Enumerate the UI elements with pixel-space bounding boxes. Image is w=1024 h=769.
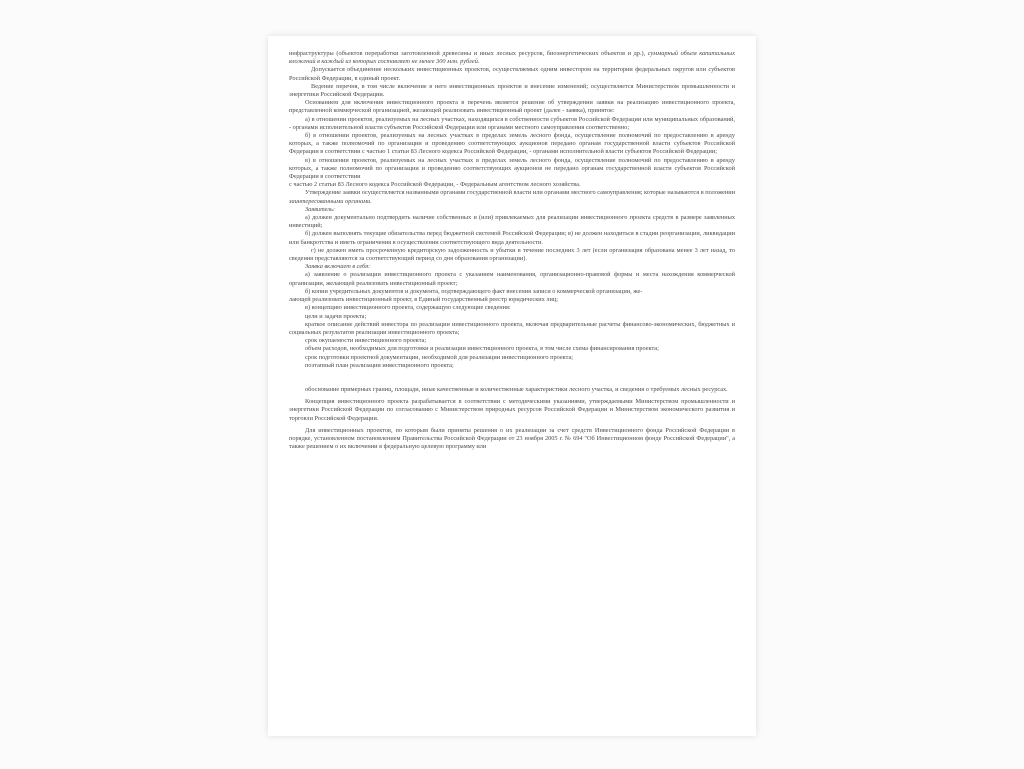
- paragraph: Утверждение заявки осуществляется названными органами государственной власти или органами местного самоуправления; которые называются в положении заинтересованными органами.: [289, 189, 735, 205]
- spacer: [289, 370, 735, 386]
- paragraph: в) в отношении проектов, реализуемых на лесных участках в пределах земель лесного фонда, осуществление полномочий по предоставлению в аренду которых, а также полномочий по организации и проведению соответствующих аукционов не передано органам государственной власти субъектов Российской Федерации в соответствии: [289, 156, 735, 181]
- paragraph: поэтапный план реализации инвестиционного проекта;: [305, 361, 454, 369]
- paragraph: Заявитель:: [305, 205, 335, 213]
- paragraph: срок подготовки проектной документации, необходимой для реализации инвестиционного проекта;: [305, 353, 574, 361]
- paragraph: Ведение перечня, в том числе включение в него инвестиционных проектов и внесение изменений; осуществляется Министерством промышленности и энергетики Российской Федерации.: [289, 82, 735, 99]
- paragraph: а) в отношении проектов, реализуемых на лесных участках, находящихся в собственности субъектов Российской Федерации или муниципальных образований, - органами исполнительной власти субъектов Российской Федерации или органами местного самоуправления соответственно;: [289, 115, 735, 131]
- paragraph: а) заявление о реализации инвестиционного проекта с указанием наименования, организационно-правовой формы и места нахождения коммерческой организации, желающей реализовать инвестиционный проект;: [289, 271, 735, 287]
- paragraph: б) в отношении проектов, реализуемых на лесных участках в пределах земель лесного фонда, осуществление полномочий по предоставлению в аренду которых, а также полномочий по организации и проведению соответствующих аукционов передано органам государственной власти субъектов Российской Федерации в соответствии с частью 1 статьи 83 Лесного кодекса Российской Федерации, - органами исполнительной власти субъектов Российской Федерации;: [289, 132, 735, 156]
- paragraph: с частью 2 статьи 83 Лесного кодекса Российской Федерации, - Федеральным агентством лесного хозяйства.: [289, 181, 581, 189]
- paragraph: краткое описание действий инвестора по реализации инвестиционного проекта, включая предварительные расчеты финансово-экономических, бюджетных и социальных результатов реализации инвестиционного проекта;: [289, 320, 735, 336]
- paragraph: объем расходов, необходимых для подготовки и реализации инвестиционного проекта, в том числе схема финансирования проекта;: [305, 345, 659, 353]
- paragraph: срок окупаемости инвестиционного проекта;: [305, 337, 427, 345]
- paragraph: б) копии учредительных документов и документа, подтверждающего факт внесения записи о коммерческой организации, же-: [305, 287, 643, 295]
- paragraph: б) должен выполнять текущие обязательства перед бюджетной системой Российской Федерации; в) не должен находиться в стадии реорганизации, ликвидации или банкротства и иметь ограничения в осуществлении соответствующего вида деятельности.: [289, 230, 735, 246]
- paragraph: инфраструктуры (объектов переработки заготовленной древесины и иных лесных ресурсов, биоэнергетических объектов и др.), суммарный объем капитальных вложений в каждый из которых составляет не менее 300 млн. рублей.: [289, 50, 735, 66]
- paragraph: в) концепцию инвестиционного проекта, содержащую следующие сведения:: [305, 304, 511, 312]
- paragraph: г) не должен иметь просроченную кредиторскую задолженность и убытки в течение последних 3 лет (если организация образована менее 3 лет назад, то сведения представляются за соответствующий период со дня образования организации).: [289, 246, 735, 263]
- paragraph: Для инвестиционных проектов, по которым были приняты решения о их реализации за счет средств Инвестиционного фонда Российской Федерации в порядке, установленном постановлением Правительства Российской Федерации от 23 ноября 2005 г. № 694 "Об Инвестиционном фонде Российской Федерации", а также решением о их включении в федеральную целевую программу или: [289, 426, 735, 451]
- paragraph: цели и задачи проекта;: [305, 312, 367, 320]
- paragraph: а) должен документально подтвердить наличие собственных и (или) привлекаемых для реализации инвестиционного проекта средств в размере заявленных инвестиций;: [289, 214, 735, 230]
- paragraph: Допускается объединение нескольких инвестиционных проектов, осуществляемых одним инвестором на территории федеральных округов или субъектов Российской Федерации, в единый проект.: [289, 66, 735, 82]
- paragraph: Заявка включает в себя:: [305, 263, 371, 271]
- paragraph: Концепция инвестиционного проекта разрабатывается в соответствии с методическими указаниями, утверждаемыми Министерством промышленности и энергетики Российской Федерации по согласованию с Министерством природных ресурсов Российской Федерации и Министерством экономического развития и торговли Российской Федерации.: [289, 398, 735, 422]
- paragraph: обоснование примерных границ, площади, иные качественные и количественные характеристики лесного участка, и сведения о требуемых лесных ресурсах.: [305, 385, 728, 393]
- document-text: [289, 50, 735, 722]
- paragraph: Основанием для включения инвестиционного проекта в перечень является решение об утверждении заявки на реализацию инвестиционного проекта, представленной коммерческой организацией, желающей реализовать инвестиционный проект (далее - заявка), принятое:: [289, 99, 735, 115]
- paragraph: лающей реализовать инвестиционный проект, в Единый государственный реестр юридических лиц;: [289, 296, 558, 304]
